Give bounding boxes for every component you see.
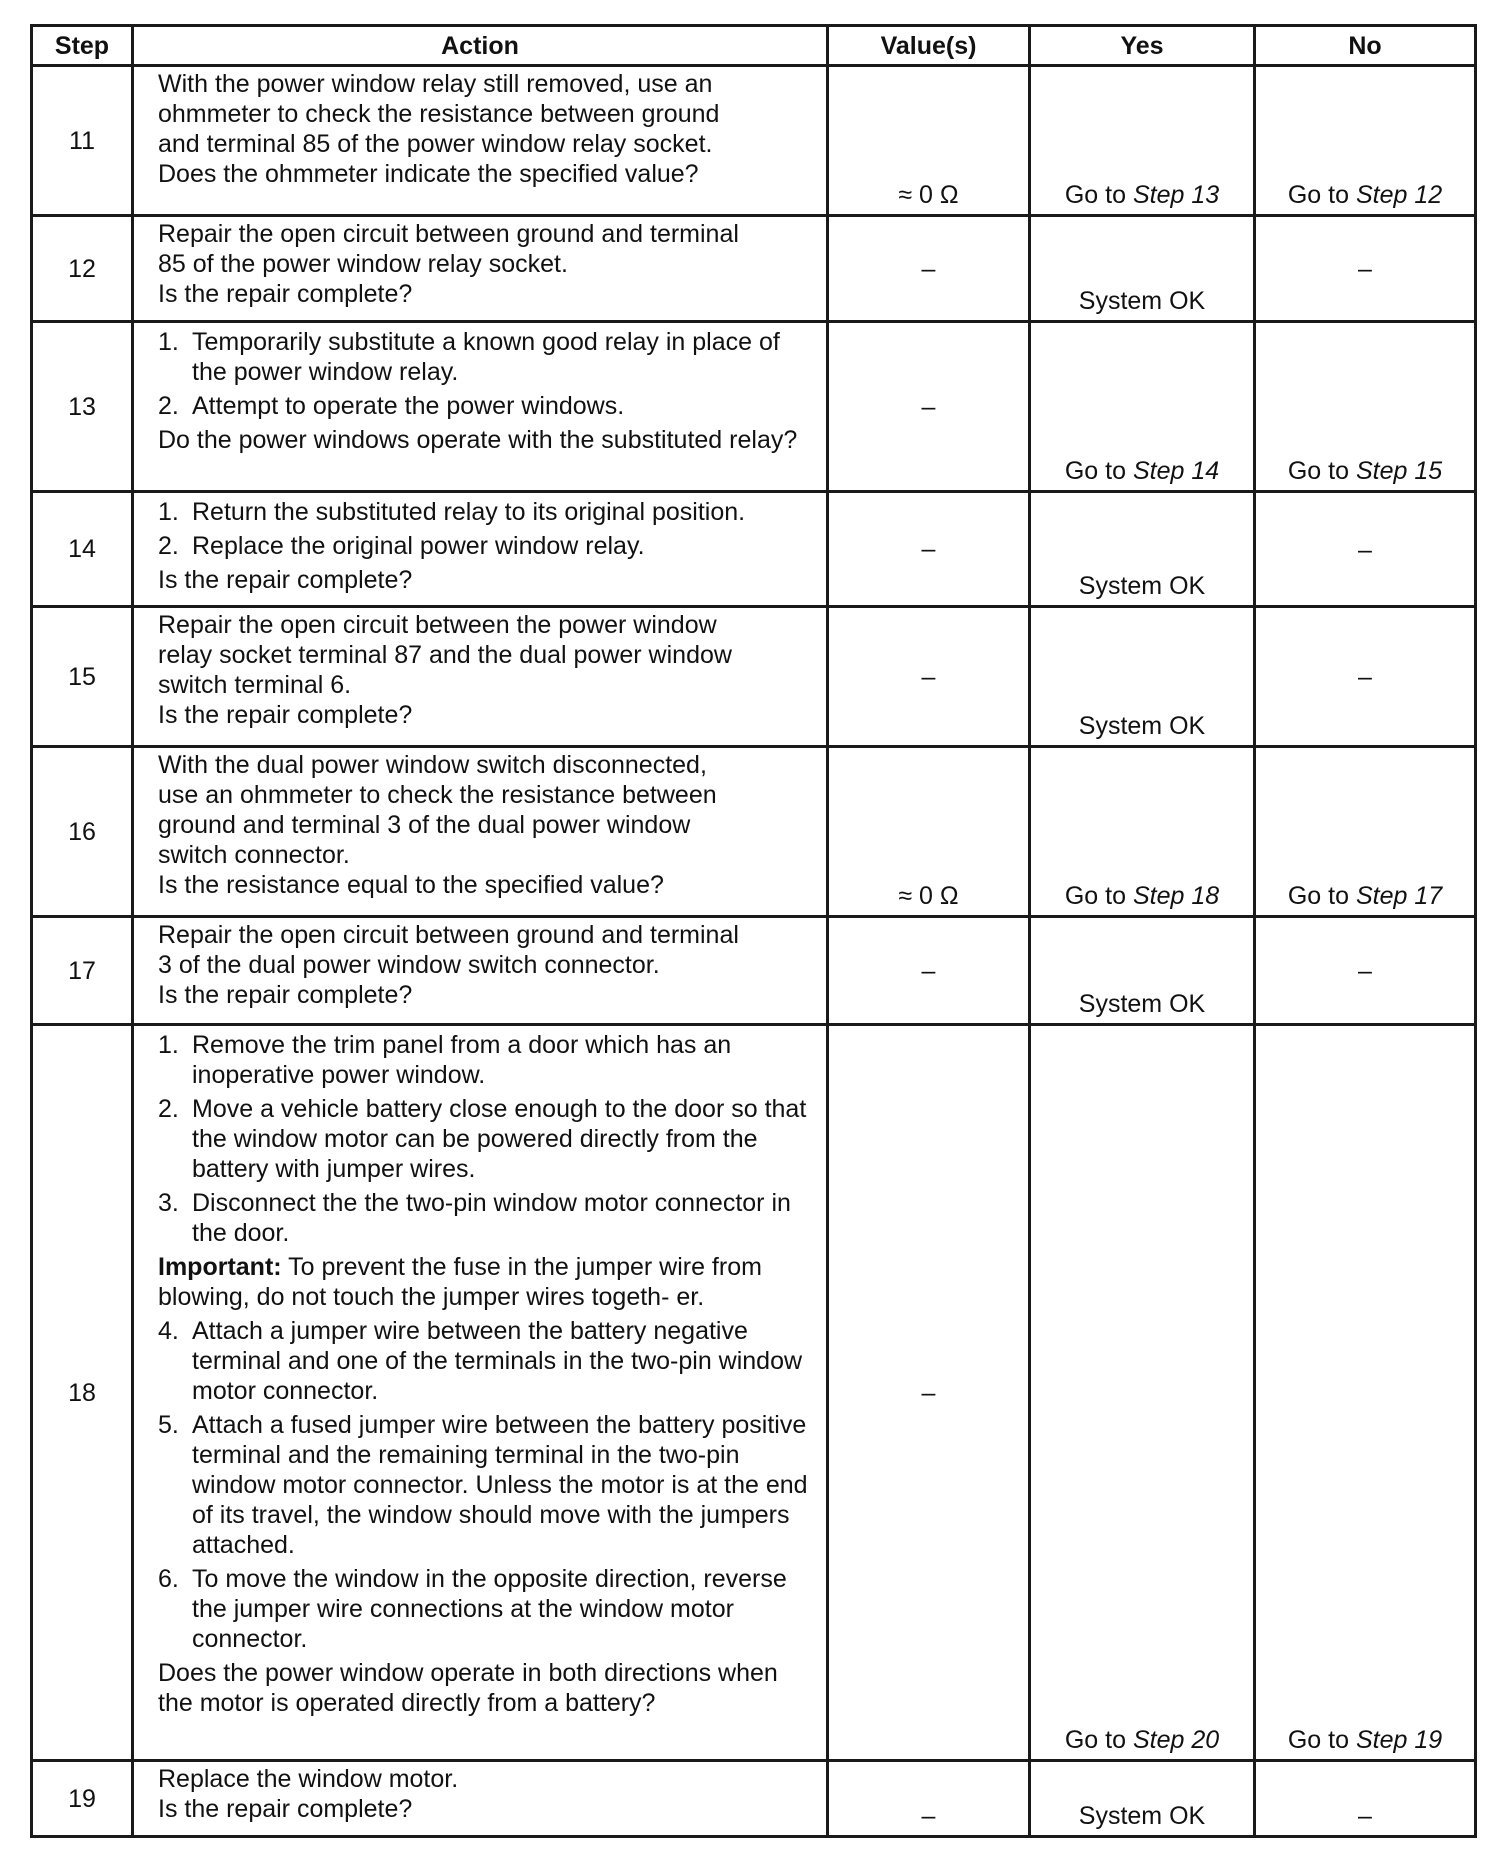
- value-cell: –: [828, 607, 1030, 747]
- step-number: 11: [32, 66, 133, 216]
- action-line: 3 of the dual power window switch connector.: [158, 951, 660, 979]
- action-line: Repair the open circuit between the power window: [158, 611, 717, 639]
- action-line: With the power window relay still removed, use an: [158, 70, 713, 98]
- header-row: [32, 26, 1476, 66]
- no-cell: [1255, 66, 1476, 216]
- item-number: 5.: [158, 1411, 179, 1439]
- yes-cell: System OK: [1030, 492, 1255, 607]
- diagnostic-table: [30, 24, 1477, 1838]
- step-reference: Step 17: [1355, 882, 1443, 910]
- yes-cell: [1030, 1025, 1255, 1761]
- go-to-label: Go to: [1064, 1726, 1126, 1754]
- item-number: 2.: [158, 392, 179, 420]
- item-number: 4.: [158, 1317, 179, 1345]
- action-cell: [133, 747, 828, 917]
- action-cell: [133, 492, 828, 607]
- list-item: [158, 1188, 814, 1248]
- action-question: Is the repair complete?: [158, 701, 413, 729]
- list-item: [158, 1410, 814, 1560]
- go-to-label: Go to: [1064, 181, 1126, 209]
- list-item: [158, 1564, 814, 1654]
- table-row-step-16: [32, 747, 1476, 917]
- item-number: 2.: [158, 1095, 179, 1123]
- action-question: Does the power window operate in both directions when the motor is operated directly from a battery?: [158, 1659, 778, 1717]
- item-number: 1.: [158, 328, 179, 356]
- no-cell: –: [1255, 917, 1476, 1025]
- action-cell: [133, 66, 828, 216]
- yes-cell: System OK: [1030, 917, 1255, 1025]
- action-question: Do the power windows operate with the substituted relay?: [158, 426, 798, 454]
- value-cell: –: [828, 216, 1030, 322]
- item-text: Move a vehicle battery close enough to the door so that the window motor can be powered directly from the battery with jumper wires.: [192, 1095, 807, 1183]
- go-to-label: Go to: [1064, 457, 1126, 485]
- action-steps: [158, 497, 814, 561]
- important-label: Important:: [158, 1253, 282, 1281]
- item-text: Replace the original power window relay.: [192, 532, 645, 560]
- step-reference: Step 12: [1355, 181, 1443, 209]
- table-row-step-12: [32, 216, 1476, 322]
- go-to-label: Go to: [1287, 457, 1349, 485]
- item-text: Disconnect the the two-pin window motor connector in the door.: [192, 1189, 791, 1247]
- step-reference: Step 20: [1132, 1726, 1220, 1754]
- action-question: Is the repair complete?: [158, 280, 413, 308]
- step-number: 16: [32, 747, 133, 917]
- table-row-step-17: [32, 917, 1476, 1025]
- table-row-step-18: [32, 1025, 1476, 1761]
- header-no: No: [1255, 26, 1476, 66]
- table-row-step-14: [32, 492, 1476, 607]
- go-to-label: Go to: [1064, 882, 1126, 910]
- table-row-step-13: [32, 322, 1476, 492]
- item-number: 3.: [158, 1189, 179, 1217]
- no-cell: –: [1255, 492, 1476, 607]
- item-number: 2.: [158, 532, 179, 560]
- action-cell: [133, 1761, 828, 1837]
- list-item: [158, 531, 814, 561]
- action-cell: [133, 917, 828, 1025]
- yes-cell: [1030, 747, 1255, 917]
- action-line: ground and terminal 3 of the dual power window: [158, 811, 691, 839]
- action-line: With the dual power window switch disconnected,: [158, 751, 707, 779]
- item-number: 6.: [158, 1565, 179, 1593]
- go-to-label: Go to: [1287, 1726, 1349, 1754]
- action-question: Is the repair complete?: [158, 981, 413, 1009]
- action-line: Replace the window motor.: [158, 1765, 459, 1793]
- action-cell: [133, 1025, 828, 1761]
- value-cell: –: [828, 322, 1030, 492]
- action-question: Is the resistance equal to the specified value?: [158, 871, 664, 899]
- action-cell: [133, 216, 828, 322]
- header-action: Action: [133, 26, 828, 66]
- yes-cell: System OK: [1030, 1761, 1255, 1837]
- item-text: Temporarily substitute a known good relay in place of the power window relay.: [192, 328, 780, 386]
- important-text: To prevent the fuse in the jumper wire from blowing, do not touch the jumper wires togeth- er.: [158, 1253, 762, 1311]
- no-cell: [1255, 322, 1476, 492]
- step-number: 14: [32, 492, 133, 607]
- table-row-step-19: [32, 1761, 1476, 1837]
- list-item: [158, 327, 814, 387]
- action-question: Is the repair complete?: [158, 566, 413, 594]
- action-steps: [158, 1030, 814, 1248]
- value-cell: –: [828, 1025, 1030, 1761]
- step-number: 19: [32, 1761, 133, 1837]
- action-cell: [133, 322, 828, 492]
- item-text: To move the window in the opposite direction, reverse the jumper wire connections at the window motor connector.: [192, 1565, 787, 1653]
- action-steps: [158, 327, 814, 421]
- value-cell: –: [828, 1761, 1030, 1837]
- header-values: Value(s): [828, 26, 1030, 66]
- action-cell: [133, 607, 828, 747]
- action-line: switch connector.: [158, 841, 350, 869]
- action-line: Repair the open circuit between ground and terminal: [158, 220, 739, 248]
- step-number: 18: [32, 1025, 133, 1761]
- step-number: 17: [32, 917, 133, 1025]
- list-item: [158, 1030, 814, 1090]
- no-cell: –: [1255, 1761, 1476, 1837]
- step-reference: Step 19: [1355, 1726, 1443, 1754]
- step-reference: Step 18: [1132, 882, 1220, 910]
- action-line: Repair the open circuit between ground and terminal: [158, 921, 739, 949]
- action-line: relay socket terminal 87 and the dual power window: [158, 641, 732, 669]
- item-number: 1.: [158, 1031, 179, 1059]
- step-number: 15: [32, 607, 133, 747]
- item-text: Attach a jumper wire between the battery negative terminal and one of the terminals in the two-pin window motor connector.: [192, 1317, 803, 1405]
- list-item: [158, 391, 814, 421]
- item-text: Return the substituted relay to its original position.: [192, 498, 746, 526]
- item-text: Attach a fused jumper wire between the battery positive terminal and the remaining terminal in the two-pin window motor connector. Unless the motor is at the end of its travel, the window should move with the jumpers attached.: [192, 1411, 808, 1559]
- no-cell: [1255, 747, 1476, 917]
- action-line: ohmmeter to check the resistance between ground: [158, 100, 720, 128]
- yes-cell: [1030, 66, 1255, 216]
- step-reference: Step 15: [1355, 457, 1443, 485]
- item-number: 1.: [158, 498, 179, 526]
- yes-cell: System OK: [1030, 607, 1255, 747]
- go-to-label: Go to: [1287, 181, 1349, 209]
- yes-cell: System OK: [1030, 216, 1255, 322]
- action-line: 85 of the power window relay socket.: [158, 250, 568, 278]
- step-reference: Step 14: [1132, 457, 1220, 485]
- step-number: 13: [32, 322, 133, 492]
- go-to-label: Go to: [1287, 882, 1349, 910]
- value-cell: ≈ 0 Ω: [828, 747, 1030, 917]
- yes-cell: [1030, 322, 1255, 492]
- action-line: and terminal 85 of the power window relay socket.: [158, 130, 713, 158]
- value-cell: –: [828, 492, 1030, 607]
- action-question: Is the repair complete?: [158, 1795, 413, 1823]
- item-text: Attempt to operate the power windows.: [192, 392, 625, 420]
- important-note: [158, 1252, 814, 1312]
- item-text: Remove the trim panel from a door which has an inoperative power window.: [192, 1031, 732, 1089]
- table-row-step-15: [32, 607, 1476, 747]
- list-item: [158, 1316, 814, 1406]
- value-cell: –: [828, 917, 1030, 1025]
- action-line: use an ohmmeter to check the resistance between: [158, 781, 717, 809]
- no-cell: –: [1255, 216, 1476, 322]
- list-item: [158, 497, 814, 527]
- action-question: Does the ohmmeter indicate the specified value?: [158, 160, 699, 188]
- step-reference: Step 13: [1132, 181, 1220, 209]
- step-number: 12: [32, 216, 133, 322]
- table-row-step-11: [32, 66, 1476, 216]
- no-cell: [1255, 1025, 1476, 1761]
- header-step: Step: [32, 26, 133, 66]
- action-steps: [158, 1316, 814, 1654]
- action-line: switch terminal 6.: [158, 671, 352, 699]
- value-cell: ≈ 0 Ω: [828, 66, 1030, 216]
- header-yes: Yes: [1030, 26, 1255, 66]
- no-cell: –: [1255, 607, 1476, 747]
- list-item: [158, 1094, 814, 1184]
